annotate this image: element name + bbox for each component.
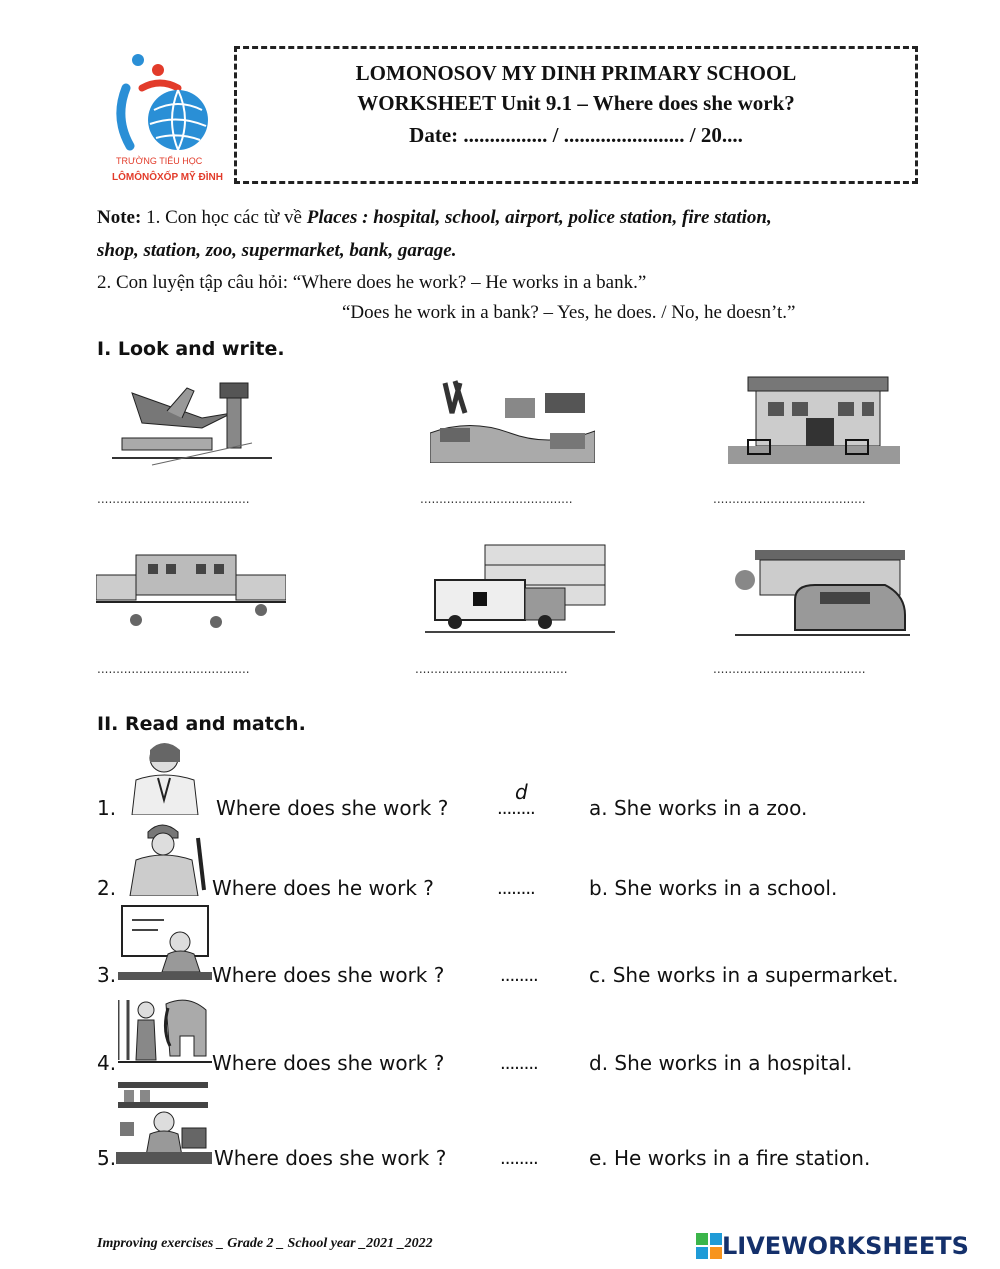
airport-picture [112, 373, 272, 468]
question-5: Where does she work ? [214, 1146, 447, 1170]
question-1: Where does she work ? [216, 796, 449, 820]
option-d: d. She works in a hospital. [589, 1051, 853, 1075]
option-c: c. She works in a supermarket. [589, 963, 899, 987]
logo-icon [108, 48, 226, 188]
match-blank-4[interactable]: ........ [500, 1053, 538, 1074]
answer-blank-4[interactable]: ........................................ [97, 662, 250, 676]
question-3: Where does she work ? [212, 963, 445, 987]
supermarket-picture [728, 372, 900, 464]
school-logo [108, 48, 226, 188]
zookeeper-picture [118, 990, 212, 1070]
question-number-2: 2. [97, 876, 117, 900]
worksheet-title: WORKSHEET Unit 9.1 – Where does she work? [357, 91, 795, 115]
note-line-1 [97, 203, 967, 233]
question-number-1: 1. [97, 796, 117, 820]
answer-blank-1[interactable]: ........................................ [97, 492, 250, 506]
match-blank-5[interactable]: ........ [500, 1148, 538, 1169]
answer-1-filled[interactable]: d [515, 780, 528, 804]
school-picture [96, 550, 286, 640]
note-line1-prefix: 1. Con học các từ về [141, 207, 307, 228]
note-label: Note: [97, 207, 142, 228]
section-1-title: I. Look and write. [97, 338, 285, 360]
note-line-3: 2. Con luyện tập câu hỏi: “Where does he work? – He works in a bank.” [97, 272, 647, 293]
question-4: Where does she work ? [212, 1051, 445, 1075]
footer-text: Improving exercises _ Grade 2 _ School year _2021 _2022 [97, 1236, 433, 1251]
question-2: Where does he work ? [212, 876, 434, 900]
question-number-4: 4. [97, 1051, 117, 1075]
match-blank-1[interactable]: ........ [497, 798, 535, 819]
match-blank-3[interactable]: ........ [500, 965, 538, 986]
note-places: Places : hospital, school, airport, police station, fire station, [306, 207, 772, 228]
zoo-picture [430, 373, 595, 463]
station-picture [735, 540, 910, 640]
option-a: a. She works in a zoo. [589, 796, 808, 820]
firefighter-picture [118, 818, 212, 896]
section-2-title: II. Read and match. [97, 713, 306, 735]
doctor-picture [122, 740, 208, 815]
answer-blank-5[interactable]: ........................................ [415, 662, 568, 676]
option-e: e. He works in a fire station. [589, 1146, 871, 1170]
answer-blank-6[interactable]: ........................................ [713, 662, 866, 676]
answer-blank-2[interactable]: ........................................ [420, 492, 573, 506]
logo-text-line1: TRƯỜNG TIỂU HỌC [116, 156, 203, 166]
note-line-2: shop, station, zoo, supermarket, bank, garage. [97, 240, 457, 261]
school-name: LOMONOSOV MY DINH PRIMARY SCHOOL [355, 61, 797, 85]
date-line: Date: ................ / ....................... / 20.... [409, 123, 743, 147]
match-blank-2[interactable]: ........ [497, 878, 535, 899]
option-b: b. She works in a school. [589, 876, 838, 900]
liveworksheets-logo-icon [696, 1233, 722, 1259]
question-number-5: 5. [97, 1146, 117, 1170]
answer-blank-3[interactable]: ........................................ [713, 492, 866, 506]
brand-text: LIVEWORKSHEETS [722, 1232, 969, 1260]
cashier-picture [116, 1078, 212, 1166]
teacher-picture [118, 902, 212, 982]
note-line-4: “Does he work in a bank? – Yes, he does. / No, he doesn’t.” [342, 302, 796, 323]
logo-text-line2: LÔMÔNÔXỐP MỸ ĐÌNH [112, 172, 223, 183]
liveworksheets-brand [696, 1232, 969, 1260]
header-box [234, 46, 918, 184]
question-number-3: 3. [97, 963, 117, 987]
hospital-picture [425, 540, 615, 640]
